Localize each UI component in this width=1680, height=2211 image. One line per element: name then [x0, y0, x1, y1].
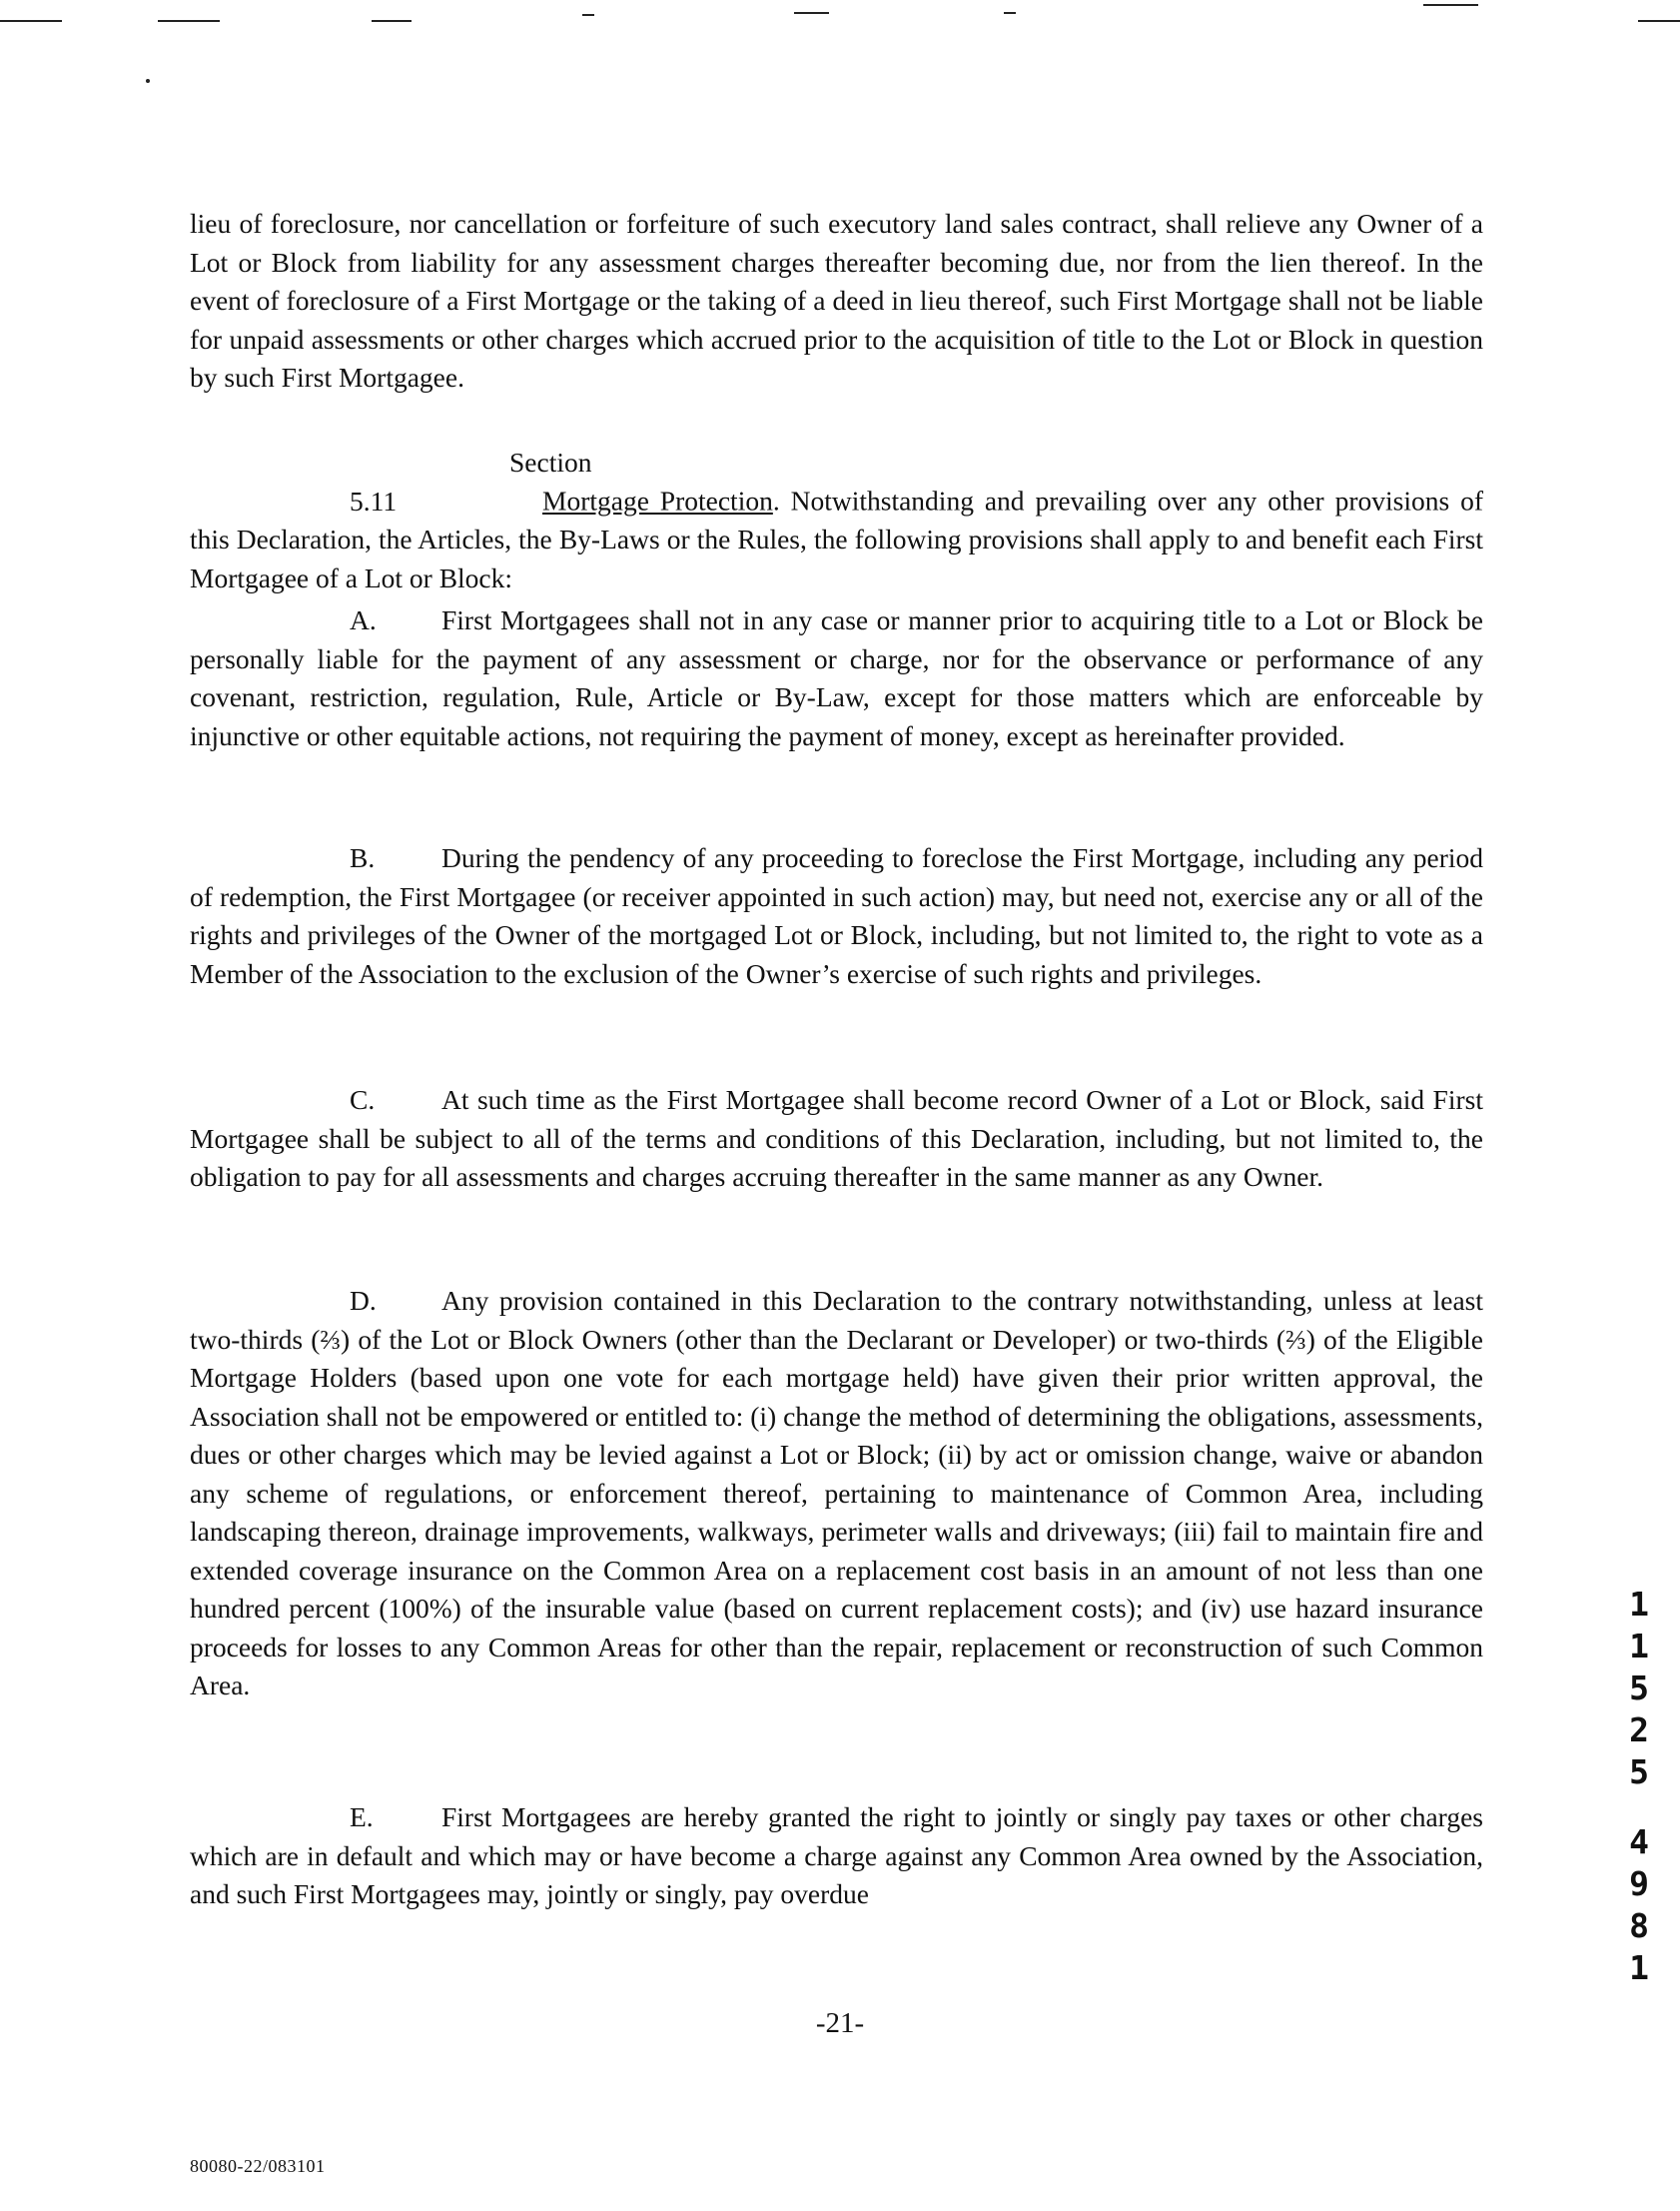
item-letter: A. — [350, 604, 377, 635]
item-e-paragraph — [190, 1798, 1483, 1914]
page-number: -21- — [815, 2007, 865, 2039]
scan-artifact-line — [0, 20, 62, 22]
item-letter: B. — [350, 842, 376, 873]
document-code: 80080-22/083101 — [190, 2156, 326, 2176]
stamp-digit: 2 — [1629, 1710, 1649, 1749]
stamp-digit: 1 — [1629, 1948, 1649, 1987]
item-letter: D. — [350, 1285, 377, 1316]
scan-artifact-line — [1638, 20, 1680, 22]
item-b-paragraph — [190, 839, 1483, 993]
section-5-11-paragraph — [190, 444, 1483, 597]
item-c-paragraph — [190, 1081, 1483, 1197]
stamp-digit: 8 — [1629, 1906, 1649, 1945]
stamp-digit: 5 — [1629, 1668, 1649, 1707]
scan-artifact-line — [1004, 12, 1016, 14]
section-label: Section 5.11 — [350, 447, 592, 517]
item-text: First Mortgagees shall not in any case or manner prior to acquiring title to a Lot or Block be personally liable for the payment of any assessment or charge, nor for the observance or performance of any covenant, restriction, regulation, Rule, Article or By-Law, except for those matters which are enforceable by injunctive or other equitable actions, not requiring the payment of money, except as hereinafter provided. — [190, 604, 1483, 751]
section-title: Mortgage Protection — [542, 485, 773, 517]
stamp-digit: 5 — [1629, 1752, 1649, 1791]
item-letter: C. — [350, 1084, 376, 1115]
margin-recording-stamp — [1624, 1584, 1654, 1989]
scan-artifact-line — [372, 20, 412, 22]
scan-artifact-line — [1423, 4, 1478, 6]
section-body: . Notwithstanding and prevailing over any other provisions of this Declaration, the Articles, the By-Laws or the Rules, the following provisions shall apply to and benefit each First Mortgagee of a Lot or Block: — [190, 485, 1483, 593]
item-d-paragraph — [190, 1282, 1483, 1705]
stamp-digit: 1 — [1629, 1627, 1649, 1665]
scan-artifact-line — [794, 12, 829, 14]
item-text: During the pendency of any proceeding to foreclose the First Mortgage, including any period of redemption, the First Mortgagee (or receiver appointed in such action) may, but need not, exercise any or all of the rights and privileges of the Owner of the mortgaged Lot or Block, including, but not limited to, the right to vote as a Member of the Association to the exclusion of the Owner’s exercise of such rights and privileges. — [190, 842, 1483, 989]
paragraph-lieu-of-foreclosure: lieu of foreclosure, nor cancellation or forfeiture of such executory land sales contract, shall relieve any Owner of a Lot or Block from liability for any assessment charges thereafter becoming due, nor from the lien thereof. In the event of foreclosure of a First Mortgage or the taking of a deed in lieu thereof, such First Mortgage shall not be liable for unpaid assessments or other charges which accrued prior to the acquisition of title to the Lot or Block in question by such First Mortgagee. — [190, 208, 1483, 393]
item-text: At such time as the First Mortgagee shall become record Owner of a Lot or Block, said First Mortgagee shall be subject to all of the terms and conditions of this Declaration, including, but not limited to, the obligation to pay for all assessments and charges accruing thereafter in the same manner as any Owner. — [190, 1084, 1483, 1192]
item-text: Any provision contained in this Declaration to the contrary notwithstanding, unless at least two-thirds (⅔) of the Lot or Block Owners (other than the Declarant or Developer) or two-thirds (⅔) of the Eligible Mortgage Holders (based upon one vote for each mortgage held) have given their prior written approval, the Association shall not be empowered or entitled to: (i) change the method of determining the obligations, assessments, dues or other charges which may be levied against a Lot or Block; (ii) by act or omission change, waive or abandon any scheme of regulations, or enforcement thereof, pertaining to maintenance of Common Area, including landscaping thereon, drainage improvements, walkways, perimeter walls and driveways; (iii) fail to maintain fire and extended coverage insurance on the Common Area on a replacement cost basis in an amount of not less than one hundred percent (100%) of the insurable value (based on current replacement costs); and (iv) use hazard insurance proceeds for losses to any Common Areas for other than the repair, replacement or reconstruction of such Common Area. — [190, 1285, 1483, 1700]
item-letter: E. — [350, 1801, 374, 1832]
stamp-digit: 1 — [1629, 1585, 1649, 1624]
stamp-digit: 4 — [1629, 1822, 1649, 1861]
scan-artifact-line — [158, 20, 220, 22]
stamp-digit: 9 — [1629, 1864, 1649, 1903]
scan-artifact-dot — [146, 79, 150, 83]
item-text: First Mortgagees are hereby granted the right to jointly or singly pay taxes or other charges which are in default and which may or have become a charge against any Common Area owned by the Association, and such First Mortgagees may, jointly or singly, pay overdue — [190, 1801, 1483, 1909]
scan-artifact-line — [582, 14, 594, 16]
item-a-paragraph — [190, 601, 1483, 755]
